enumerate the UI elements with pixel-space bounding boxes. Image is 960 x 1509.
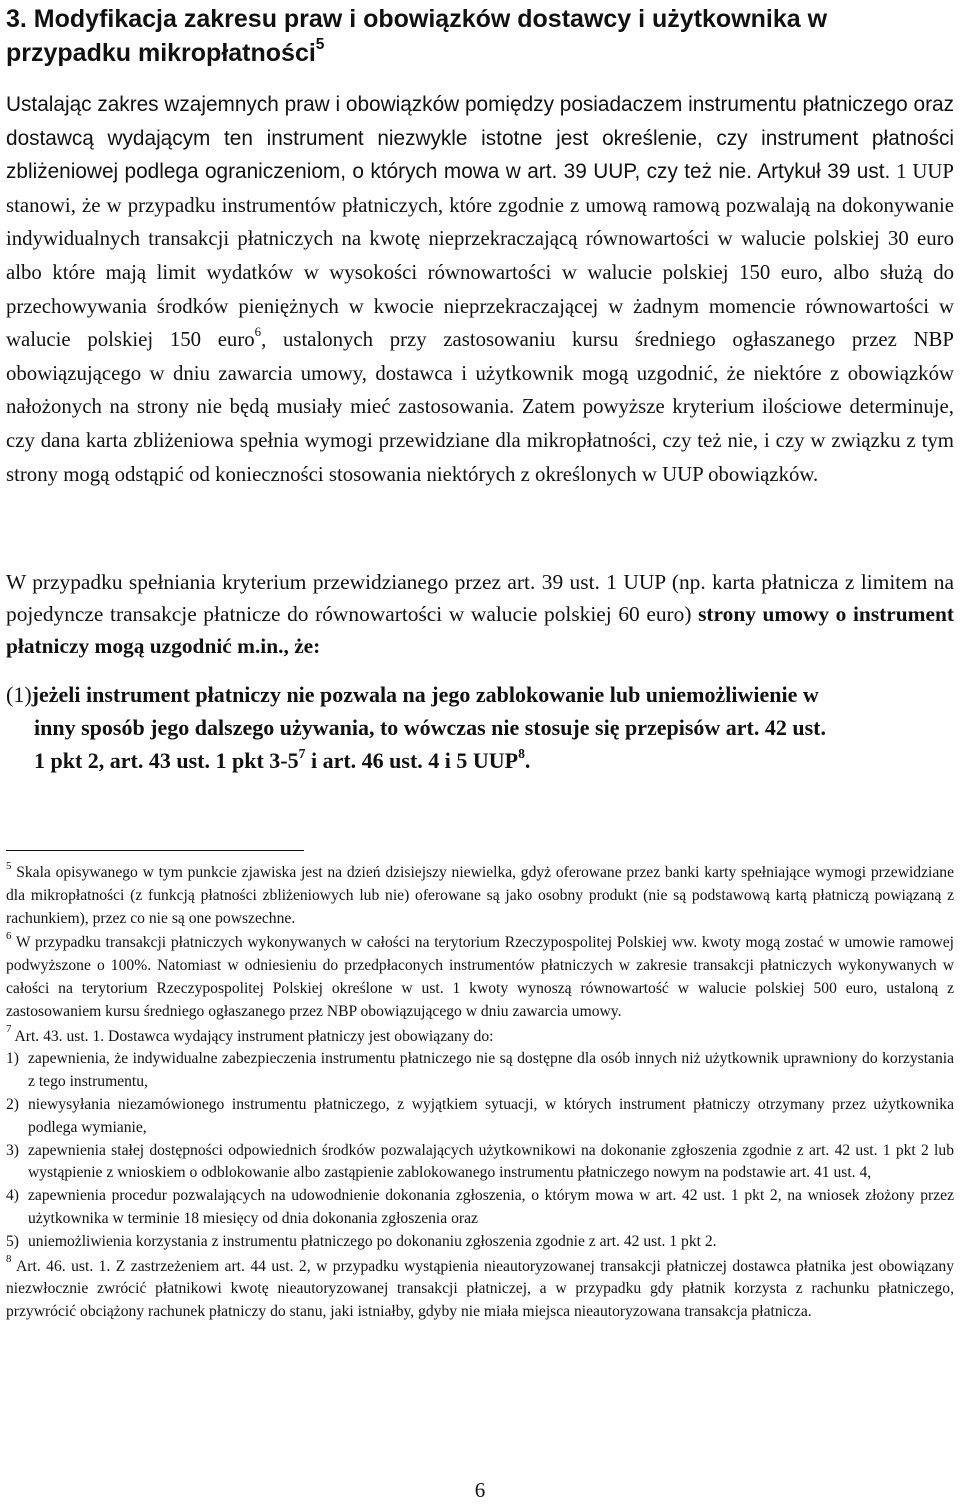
footnote-ref-7[interactable]: 7 (298, 745, 306, 761)
list-item (6, 1094, 954, 1140)
paragraph-serif-text-b: , ustalonych przy zastosowaniu kursu średniego ogłaszanego przez NBP obowiązującego w dniu zawarcia umowy, dostawca i użytkownik mogą uzgodnić, że niektóre z obowiązków nałożonych na strony nie będą musiały mieć zastosowania. Zatem powyższe kryterium ilościowe determinuje, czy dana karta zbliżeniowa spełnia wymogi przewidziane dla mikropłatności, czy też nie, i czy w związku z tym strony mogą odstąpić od konieczności stosowania niektórych z określonych w UUP obowiązków. (6, 328, 954, 486)
footnote-6 (6, 932, 954, 1023)
footnote-separator (6, 850, 304, 851)
footnote-5-marker: 5 (6, 859, 12, 872)
list-item-number: 5) (6, 1232, 19, 1250)
footnote-7-intro-text: Art. 43. ust. 1. Dostawca wydający instrument płatniczy jest obowiązany do: (11, 1027, 494, 1045)
footnote-8-text: Art. 46. ust. 1. Z zastrzeżeniem art. 44 ust. 2, w przypadku wystąpienia nieautoryzowanej transakcji płatniczej dostawca płatnika jest obowiązany niezwłocznie zwrócić płatnikowi kwotę nieautoryzowanej transakcji płatniczej, a w przypadku gdy płatnik korzysta z rachunku płatniczego, przywrócić obciążony rachunek płatniczy do stanu, jaki istniałby, gdyby nie miała miejsca nieautoryzowana transakcja płatnicza. (6, 1257, 954, 1321)
clause-line-2: inny sposób jego dalszego używania, to wówczas nie stosuje się przepisów art. 42 ust. (34, 715, 826, 740)
clause-line-1: jeżeli instrument płatniczy nie pozwala na jego zablokowanie lub uniemożliwienie w (31, 682, 819, 707)
footnote-6-text: W przypadku transakcji płatniczych wykonywanych w całości na terytorium Rzeczypospolitej Polskiej ww. kwoty mogą zostać w umowie ramowej podwyższone o 100%. Natomiast w odniesieniu do przedpłaconych instrumentów płatniczych w zakresie transakcji płatniczych wykonywanych w całości na terytorium Rzeczypospolitej Polskiej określone w ust. 1 kwoty wynoszą równowartość w walucie polskiej 500 euro, ustaloną z zastosowaniem kursu średniego ogłaszanego przez NBP obowiązującego w dniu zawarcia umowy. (6, 934, 954, 1020)
clause-line-3-b: i art. 46 ust. 4 i 5 UUP (305, 748, 519, 773)
clause-line-3-a: 1 pkt 2, art. 43 ust. 1 pkt 3-5 (34, 748, 299, 773)
heading-text: 3. Modyfikacja zakresu praw i obowiązków dostawcy i użytkownika w przypadku mikropłatności (6, 5, 828, 67)
footnote-7-intro (6, 1023, 954, 1049)
footnote-5-text: Skala opisywanego w tym punkcie zjawiska jest na dzień dzisiejszy niewielka, gdyż oferowane przez banki karty spełniające wymogi przewidziane dla mikropłatności (z funkcją płatności zbliżeniowych lub nie) oferowane są jako osobny produkt (nie są podstawową kartą płatniczą powiązaną z rachunkiem), przez co nie są one powszechne. (6, 864, 954, 927)
list-item-text: uniemożliwienia korzystania z instrumentu płatniczego po dokonaniu zgłoszenia zgodnie z art. 42 ust. 1 pkt 2. (28, 1232, 717, 1250)
enumerated-clause (6, 678, 954, 777)
paragraph-example-text: W przypadku spełniania kryterium przewidzianego przez art. 39 ust. 1 UUP (np. karta płatnicza z limitem na pojedyncze transakcje płatnicze do równowartości w walucie polskiej 60 euro) (6, 570, 954, 626)
list-item-number: 1) (6, 1050, 19, 1068)
list-item (6, 1140, 954, 1186)
list-item (6, 1048, 954, 1094)
footnote-ref-8[interactable]: 8 (518, 745, 525, 761)
footnote-7-marker: 7 (6, 1023, 12, 1036)
list-item-text: zapewnienia stałej dostępności odpowiednich środków pozwalających użytkownikowi na dokonanie zgłoszenia zgodnie z art. 42 ust. 1 pkt 2 lub wystąpienie z wnioskiem o odblokowanie albo zastąpienie zablokowanego instrumentu płatniczego nowym na podstawie art. 41 ust. 4, (28, 1141, 954, 1182)
list-item-number: 3) (6, 1141, 19, 1159)
list-item-text: zapewnienia, że indywidualne zabezpieczenia instrumentu płatniczego nie są dostępne dla osób innych niż użytkownik uprawniony do korzystania z tego instrumentu, (28, 1050, 954, 1091)
footnote-7 (6, 1023, 954, 1254)
list-item (6, 1231, 954, 1254)
clause-number: (1) (6, 682, 32, 707)
footnote-6-marker: 6 (6, 930, 12, 943)
footnote-ref-6[interactable]: 6 (254, 325, 262, 340)
list-item (6, 1185, 954, 1231)
list-item-text: niewysyłania niezamówionego instrumentu płatniczego, z wyjątkiem sytuacji, w których instrument płatniczy otrzymany przez użytkownika podlega wymianie, (28, 1095, 954, 1136)
footnote-7-list (6, 1048, 954, 1253)
list-item-number: 4) (6, 1187, 19, 1205)
paragraph-example (6, 566, 954, 662)
list-item-text: zapewnienia procedur pozwalających na udowodnienie dokonania zgłoszenia, o którym mowa w art. 42 ust. 1 pkt 2, na wniosek złożony przez użytkownika w terminie 18 miesięcy od dnia dokonania zgłoszenia oraz (28, 1187, 954, 1227)
footnote-8-marker: 8 (6, 1253, 12, 1266)
clause-line-3 (6, 744, 954, 777)
list-item-number: 2) (6, 1095, 19, 1113)
footnote-5 (6, 859, 954, 930)
page-number: 6 (474, 1478, 486, 1502)
paragraph-example-bold: strony umowy o instrument płatniczy mogą uzgodnić m.in., że: (6, 602, 954, 658)
paragraph-criteria (6, 88, 954, 491)
paragraph-sans-text: Ustalając zakres wzajemnych praw i obowiązków pomiędzy posiadaczem instrumentu płatniczego oraz dostawcą wydającym ten instrument niezwykle istotne jest określenie, czy instrument płatności zbliżeniowej podlega ograniczeniom, o których mowa w art. 39 UUP, czy też nie. Artykuł 39 ust. (6, 93, 954, 184)
footnotes (6, 859, 954, 1326)
paragraph-serif-text-a: 1 UUP stanowi, że w przypadku instrumentów płatniczych, które zgodnie z umową ramową pozwalają na dokonywanie indywidualnych transakcji płatniczych na kwotę nieprzekraczającą równowartości w walucie polskiej 30 euro albo które mają limit wydatków w wysokości równowartości w walucie polskiej 150 euro, albo służą do przechowywania środków pieniężnych w kwocie nieprzekraczającej w żadnym momencie równowartości w walucie polskiej 150 euro (6, 160, 954, 352)
footnote-ref-5[interactable]: 5 (315, 36, 325, 54)
footnote-8 (6, 1253, 954, 1324)
clause-line-3-c: . (524, 748, 531, 773)
section-heading (6, 2, 956, 70)
